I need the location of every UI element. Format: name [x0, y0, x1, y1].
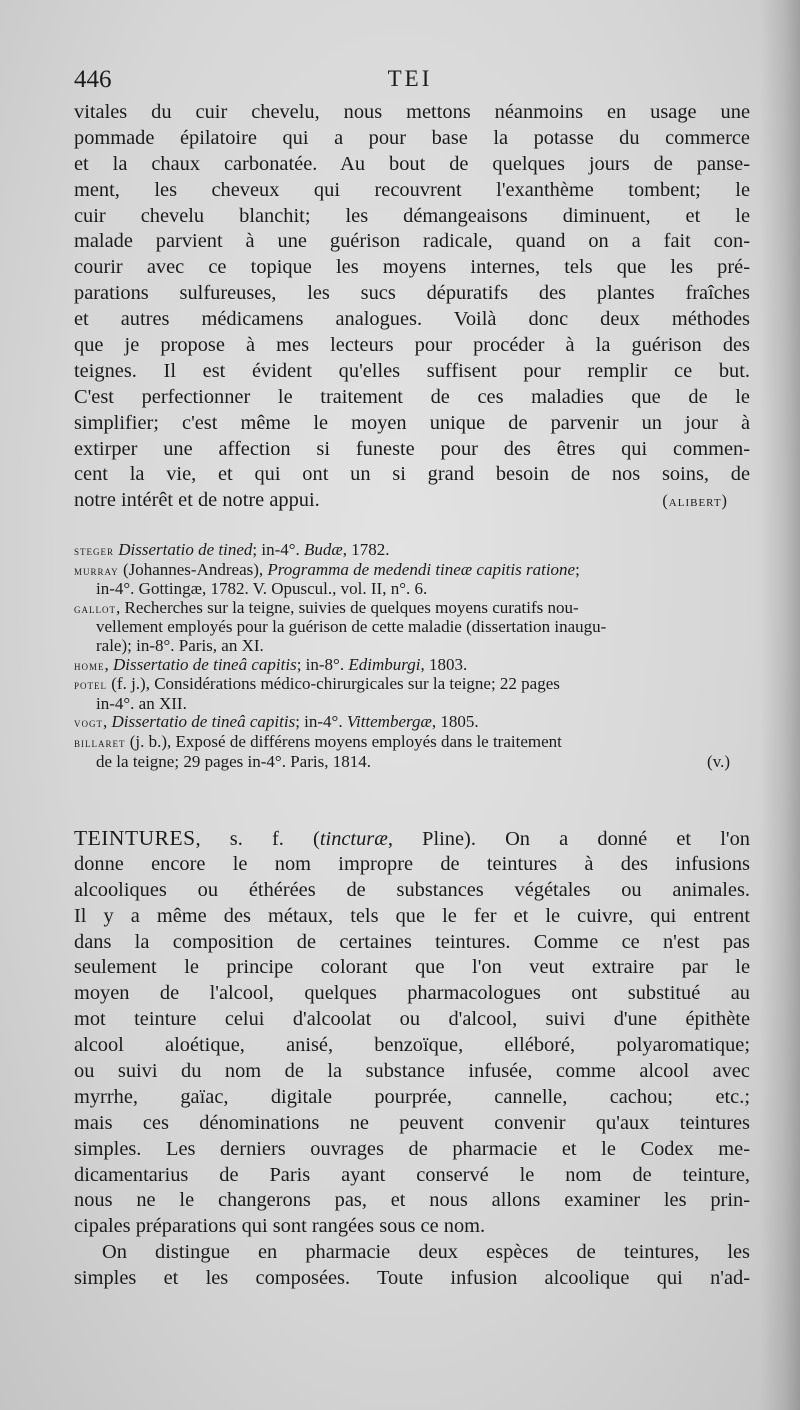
- text-line: moyen de l'alcool, quelques pharmacologues ont substitué au: [74, 982, 750, 1005]
- dictionary-entry: [74, 826, 750, 1292]
- entry-latin: tincturæ: [319, 828, 388, 850]
- text-line: mais ces dénominations ne peuvent convenir qu'aux teintures: [74, 1111, 750, 1134]
- entry-first-line: [74, 826, 750, 852]
- reference-title: Edimburgi: [348, 654, 421, 674]
- reference-text: , Recherches sur la teigne, suivies de quelques moyens curatifs nou-: [116, 597, 579, 617]
- entry-source: , Pline). On a donné et l'on: [387, 828, 750, 850]
- text-line: extirper une affection si funeste pour des êtres qui commen-: [74, 437, 750, 460]
- text-line: ment, les cheveux qui recouvrent l'exanthème tombent; le: [74, 178, 750, 201]
- reference-title: Dissertatio de tined: [118, 540, 253, 559]
- text-line: que je propose à mes lecteurs pour procéder à la guérison des: [74, 334, 750, 357]
- text-line: parations sulfureuses, les sucs dépuratifs des plantes fraîches: [74, 282, 750, 305]
- reference-continuation: in-4°. an XII.: [96, 693, 187, 713]
- page-header: [70, 66, 750, 100]
- text-line: malade parvient à une guérison radicale, quand on a fait con-: [74, 230, 750, 253]
- reference-text: ; in-8°.: [296, 654, 349, 674]
- reference-title: Vittembergæ: [346, 712, 432, 732]
- text-line: On distingue en pharmacie deux espèces de teintures, les: [102, 1241, 750, 1264]
- text-line: ou suivi du nom de la substance infusée, comme alcool avec: [74, 1060, 750, 1083]
- reference-title: Programma de medendi tineæ capitis ratione: [267, 559, 576, 579]
- text-line: simplifier; c'est même le moyen unique de parvenir un jour à: [74, 411, 750, 434]
- text-line: mot teinture celui d'alcoolat ou d'alcool, suivi d'une épithète: [74, 1008, 750, 1031]
- entry-headword: TEINTURES: [74, 826, 196, 850]
- reference-text: (j. b.), Exposé de différens moyens employés dans le traitement: [125, 731, 562, 751]
- reference-title: Dissertatio de tineâ capitis: [111, 712, 296, 732]
- reference-first-line: [74, 675, 750, 695]
- reference-title: Budæ: [304, 540, 343, 559]
- reference-first-line: [74, 733, 750, 753]
- reference-continuation: de la teigne; 29 pages in-4°. Paris, 1814. (v.): [74, 753, 750, 772]
- reference-author: potel: [74, 677, 107, 693]
- reference-text: , 1803.: [420, 654, 468, 674]
- text-line: notre intérêt et de notre appui.: [74, 489, 320, 512]
- text-line: pommade épilatoire qui a pour base la potasse du commerce: [74, 126, 750, 149]
- reference-entry: [74, 733, 750, 771]
- text-line: donne encore le nom impropre de teintures à des infusions: [74, 852, 750, 875]
- reference-text: ; in-4°.: [295, 712, 347, 732]
- author-signature: (alibert): [662, 491, 728, 511]
- reference-entry: [74, 713, 750, 733]
- text-line: myrrhe, gaïac, digitale pourprée, cannelle, cachou; etc.;: [74, 1085, 750, 1108]
- text-line: cipales préparations qui sont rangées sous ce nom.: [74, 1215, 486, 1238]
- reference-text: ,: [103, 712, 112, 732]
- body-text: [74, 100, 750, 514]
- reference-text: (Johannes-Andreas),: [118, 559, 268, 579]
- reference-author: steger: [74, 543, 115, 558]
- reference-signature: (v.): [707, 751, 730, 771]
- reference-first-line: [74, 561, 750, 581]
- reference-text: , 1782.: [342, 540, 390, 559]
- text-line: alcooliques ou éthérées de substances végétales ou animales.: [74, 878, 750, 901]
- text-line: seulement le principe colorant que l'on veut extraire par le: [74, 956, 750, 979]
- text-line: nous ne le changerons pas, et nous allons examiner les prin-: [74, 1189, 750, 1212]
- text-line: C'est perfectionner le traitement de ces maladies que de le: [74, 385, 750, 408]
- text-line: courir avec ce topique les moyens internes, tels que les pré-: [74, 256, 750, 279]
- text-line: simples et les composées. Toute infusion alcoolique qui n'ad-: [74, 1267, 750, 1290]
- text-line: dicamentarius de Paris ayant conservé le nom de teinture,: [74, 1163, 750, 1186]
- reference-text: (f. j.), Considérations médico-chirurgicales sur la teigne; 22 pages: [107, 674, 560, 694]
- bibliography: [74, 541, 750, 771]
- text-line: cent la vie, et qui ont un si grand besoin de nos soins, de: [74, 463, 750, 486]
- text-line: teignes. Il est évident qu'elles suffisent pour remplir ce but.: [74, 359, 750, 382]
- reference-entry: [74, 675, 750, 713]
- reference-first-line: [74, 599, 750, 619]
- reference-first-line: [74, 541, 750, 561]
- text-line: et la chaux carbonatée. Au bout de quelques jours de panse-: [74, 152, 750, 175]
- text-line: simples. Les derniers ouvrages de pharmacie et le Codex me-: [74, 1137, 750, 1160]
- page-number: 446: [74, 66, 112, 93]
- reference-text: ,: [104, 654, 113, 674]
- reference-continuation: vellement employés pour la guérison de cette maladie (dissertation inaugu-: [96, 617, 607, 637]
- reference-author: vogt: [74, 715, 103, 731]
- reference-continuation: in-4°. Gottingæ, 1782. V. Opuscul., vol. II, n°. 6.: [96, 579, 428, 599]
- entry-pos: , s. f. (: [195, 828, 320, 850]
- reference-author: murray: [74, 562, 119, 578]
- text-line: dans la composition de certaines teintures. Comme ce n'est pas: [74, 930, 750, 953]
- text-line: Il y a même des métaux, tels que le fer et le cuivre, qui entrent: [74, 904, 750, 927]
- reference-entry: [74, 561, 750, 599]
- reference-text: , 1805.: [431, 712, 479, 732]
- reference-text: ;: [575, 559, 580, 579]
- text-line: cuir chevelu blanchit; les démangeaisons diminuent, et le: [74, 204, 750, 227]
- text-line: et autres médicamens analogues. Voilà donc deux méthodes: [74, 308, 750, 331]
- text-line: vitales du cuir chevelu, nous mettons néanmoins en usage une: [74, 101, 750, 123]
- closing-line: [74, 488, 750, 514]
- reference-author: billaret: [74, 734, 126, 750]
- text-line: alcool aloétique, anisé, benzoïque, elléboré, polyaromatique;: [74, 1034, 750, 1057]
- reference-entry: [74, 656, 750, 676]
- reference-title: Dissertatio de tineâ capitis: [113, 654, 297, 674]
- reference-continuation: rale); in-8°. Paris, an XI.: [96, 635, 264, 655]
- reference-author: gallot: [74, 600, 116, 616]
- reference-first-line: [74, 713, 750, 733]
- running-head: TEI: [387, 66, 433, 91]
- reference-entry: [74, 599, 750, 656]
- page-edge-shadow: [760, 0, 800, 1410]
- reference-entry: [74, 541, 750, 561]
- reference-first-line: [74, 656, 750, 676]
- reference-author: home: [74, 657, 105, 673]
- reference-text: ; in-4°.: [252, 540, 305, 559]
